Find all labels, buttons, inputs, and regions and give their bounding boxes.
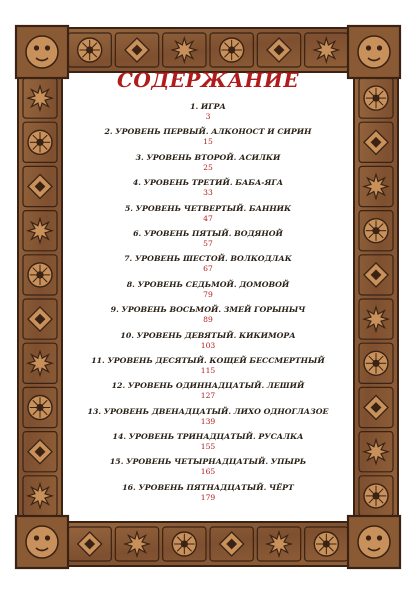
face-eye xyxy=(366,45,371,50)
toc-entry-title: 9. УРОВЕНЬ ВОСЬМОЙ. ЗМЕЙ ГОРЫНЫЧ xyxy=(110,305,306,315)
toc-entry-title: 7. УРОВЕНЬ ШЕСТОЙ. ВОЛКОДЛАК xyxy=(124,254,292,264)
carved-face-icon xyxy=(358,526,390,558)
toc-entry-page-number: 115 xyxy=(200,365,216,375)
star-carving xyxy=(125,532,149,556)
toc-entry-page-number: 15 xyxy=(203,137,213,147)
face-eye xyxy=(366,535,371,540)
star-carving xyxy=(28,86,52,110)
toc-entry-title: 13. УРОВЕНЬ ДВЕНАДЦАТЫЙ. ЛИХО ОДНОГЛАЗОЕ xyxy=(87,406,329,416)
toc-entry[interactable] xyxy=(80,457,336,482)
toc-entry-title: 1. ИГРА xyxy=(190,102,226,111)
star-carving xyxy=(364,307,388,331)
star-carving xyxy=(364,175,388,199)
toc-entry[interactable] xyxy=(80,280,336,305)
toc-entry-title: 8. УРОВЕНЬ СЕДЬМОЙ. ДОМОВОЙ xyxy=(126,279,290,289)
toc-entry-page-number: 179 xyxy=(200,492,216,502)
rosette-center xyxy=(228,46,235,53)
toc-entry-page-number: 165 xyxy=(200,467,216,477)
toc-entry-page-number: 139 xyxy=(200,416,216,426)
toc-entry[interactable] xyxy=(80,178,336,203)
toc-entry[interactable] xyxy=(80,305,336,330)
toc-entry-title: 4. УРОВЕНЬ ТРЕТИЙ. БАБА-ЯГА xyxy=(132,178,284,188)
rosette-center xyxy=(36,404,43,411)
toc-entry[interactable] xyxy=(80,407,336,432)
rosette-center xyxy=(181,540,188,547)
toc-entry[interactable] xyxy=(80,331,336,356)
rosette-center xyxy=(372,360,379,367)
toc-entry-page-number: 57 xyxy=(203,238,213,248)
toc-entry[interactable] xyxy=(80,102,336,127)
page-title: СОДЕРЖАНИЕ xyxy=(117,68,299,92)
face-eye xyxy=(34,535,39,540)
rosette-center xyxy=(36,139,43,146)
face-eye xyxy=(45,45,50,50)
toc-entry-page-number: 67 xyxy=(203,264,213,274)
toc-entry-page-number: 33 xyxy=(203,188,213,198)
toc-entry-title: 5. УРОВЕНЬ ЧЕТВЕРТЫЙ. БАННИК xyxy=(124,203,292,213)
rosette-center xyxy=(86,46,93,53)
toc-entry[interactable] xyxy=(80,127,336,152)
rosette-center xyxy=(372,95,379,102)
toc-entry[interactable] xyxy=(80,483,336,508)
rosette-center xyxy=(323,540,330,547)
toc-entry-page-number: 127 xyxy=(200,391,216,401)
toc-list xyxy=(80,102,336,508)
star-carving xyxy=(267,532,291,556)
toc-entry-page-number: 3 xyxy=(205,112,211,121)
toc-entry[interactable] xyxy=(80,254,336,279)
toc-entry-title: 11. УРОВЕНЬ ДЕСЯТЫЙ. КОЩЕЙ БЕССМЕРТНЫЙ xyxy=(91,355,325,365)
toc-entry-title: 2. УРОВЕНЬ ПЕРВЫЙ. АЛКОНОСТ И СИРИН xyxy=(104,127,312,137)
toc-entry[interactable] xyxy=(80,153,336,178)
toc-entry-page-number: 79 xyxy=(203,289,213,299)
star-carving xyxy=(28,484,52,508)
toc-entry-title: 12. УРОВЕНЬ ОДИННАДЦАТЫЙ. ЛЕШИЙ xyxy=(111,381,305,391)
carved-face-icon xyxy=(358,36,390,68)
toc-entry[interactable] xyxy=(80,229,336,254)
face-eye xyxy=(377,535,382,540)
toc-entry-title: 15. УРОВЕНЬ ЧЕТЫРНАДЦАТЫЙ. УПЫРЬ xyxy=(109,457,307,467)
toc-entry[interactable] xyxy=(80,356,336,381)
rosette-center xyxy=(372,227,379,234)
star-carving xyxy=(28,219,52,243)
rosette-center xyxy=(36,271,43,278)
star-carving xyxy=(172,38,196,62)
star-carving xyxy=(364,440,388,464)
face-eye xyxy=(377,45,382,50)
star-carving xyxy=(314,38,338,62)
toc-entry[interactable] xyxy=(80,381,336,406)
carved-face-icon xyxy=(26,526,58,558)
toc-entry-page-number: 25 xyxy=(203,162,213,172)
toc-entry-title: 6. УРОВЕНЬ ПЯТЫЙ. ВОДЯНОЙ xyxy=(133,228,283,238)
carved-face-icon xyxy=(26,36,58,68)
toc-entry-title: 14. УРОВЕНЬ ТРИНАДЦАТЫЙ. РУСАЛКА xyxy=(112,432,304,442)
toc-entry[interactable] xyxy=(80,432,336,457)
toc-entry-title: 10. УРОВЕНЬ ДЕВЯТЫЙ. КИКИМОРА xyxy=(120,330,296,340)
face-eye xyxy=(45,535,50,540)
toc-entry[interactable] xyxy=(80,204,336,229)
toc-entry-page-number: 103 xyxy=(200,340,216,350)
toc-entry-title: 3. УРОВЕНЬ ВТОРОЙ. АСИЛКИ xyxy=(135,152,281,162)
toc-entry-page-number: 89 xyxy=(203,315,213,325)
toc-entry-page-number: 155 xyxy=(200,442,216,452)
face-eye xyxy=(34,45,39,50)
toc-entry-title: 16. УРОВЕНЬ ПЯТНАДЦАТЫЙ. ЧЁРТ xyxy=(122,482,294,492)
star-carving xyxy=(28,351,52,375)
rosette-center xyxy=(372,492,379,499)
toc-entry-page-number: 47 xyxy=(203,213,213,223)
table-of-contents xyxy=(80,62,336,532)
